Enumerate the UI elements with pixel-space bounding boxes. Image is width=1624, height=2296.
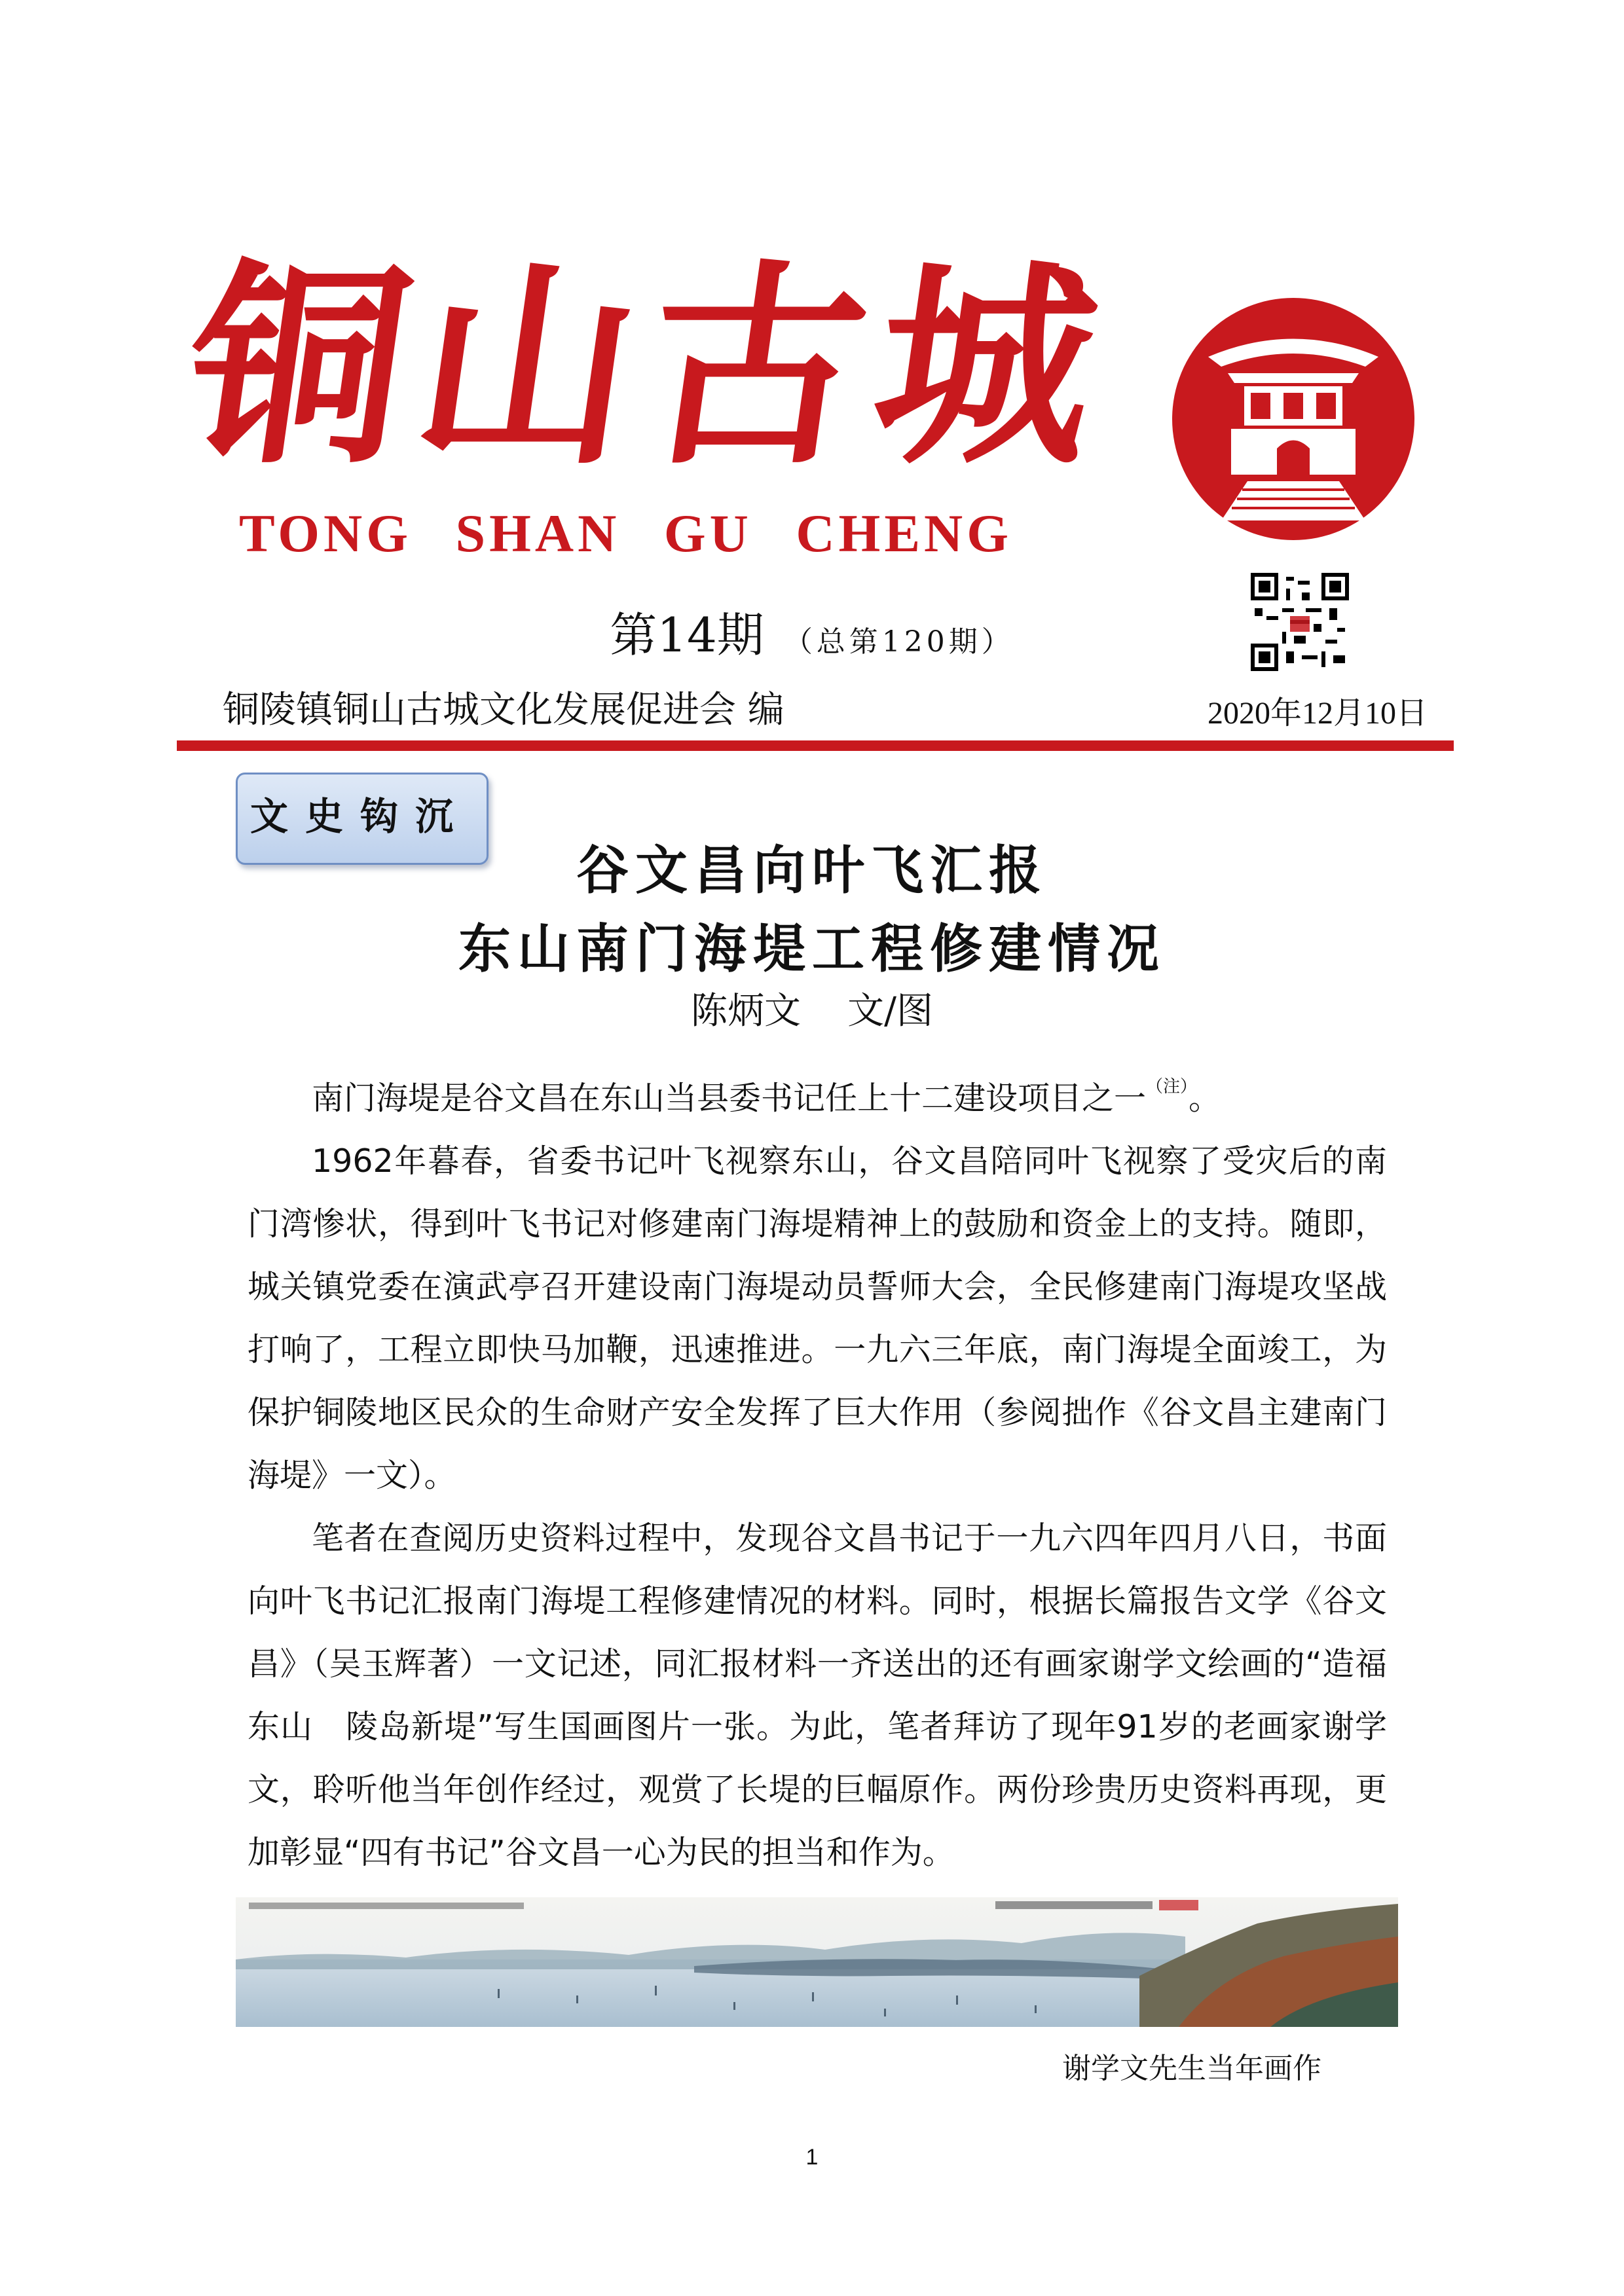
masthead-title: 铜山古城 — [172, 240, 1125, 494]
paragraph-1-end: 。 — [1189, 1080, 1221, 1117]
publish-date: 2020年12月10日 — [1207, 696, 1428, 731]
page-number: 1 — [805, 2145, 819, 2170]
article-byline: 陈炳文 文/图 — [690, 990, 934, 1032]
paragraph-1 — [248, 1055, 1387, 1130]
issue-number: 第14期 — [610, 608, 764, 663]
paragraph-2: 1962年暮春，省委书记叶飞视察东山，谷文昌陪同叶飞视察了受灾后的南门湾惨状，得到叶飞书记对修建南门海堤精神上的鼓励和资金上的支持。随即，城关镇党委在演武亭召开建设南门海堤动员誓师大会，全民修建南门海堤攻坚战打响了，工程立即快马加鞭，迅速推进。一九六三年底，南门海堤全面竣工，为保护铜陵地区民众的生命财产安全发挥了巨大作用（参阅拙作《谷文昌主建南门海堤》一文）。 — [248, 1142, 1387, 1494]
article-body — [248, 1055, 1387, 1884]
note-marker: （注） — [1146, 1077, 1189, 1097]
paragraph-1-text: 南门海堤是谷文昌在东山当县委书记任上十二建设项目之一 — [312, 1080, 1147, 1117]
article-title-line-1: 谷文昌向叶飞汇报 — [576, 840, 1048, 901]
header-divider — [177, 740, 1454, 751]
article-title-line-2: 东山南门海堤工程修建情况 — [458, 919, 1166, 979]
issue-line — [0, 602, 1624, 668]
masthead-pinyin: TONG SHAN GU CHENG — [239, 503, 1013, 563]
column-tag-label: 文史钩沉 — [249, 794, 470, 839]
landscape-painting — [236, 1897, 1398, 2027]
town-emblem-icon — [1169, 295, 1418, 543]
issue-total: （总第120期） — [783, 625, 1014, 659]
editor-line: 铜陵镇铜山古城文化发展促进会 编 — [223, 689, 784, 731]
paragraph-3: 笔者在查阅历史资料过程中，发现谷文昌书记于一九六四年四月八日，书面向叶飞书记汇报南门海堤工程修建情况的材料。同时，根据长篇报告文学《谷文昌》（吴玉辉著）一文记述，同汇报材料一齐送出的还有画家谢学文绘画的“造福东山 陵岛新堤”写生国画图片一张。为此，笔者拜访了现年91岁的老画家谢学文，聆听他当年创作经过，观赏了长堤的巨幅原作。两份珍贵历史资料再现，更加彰显“四有书记”谷文昌一心为民的担当和作为。 — [248, 1520, 1387, 1871]
painting-caption: 谢学文先生当年画作 — [1062, 2052, 1321, 2085]
